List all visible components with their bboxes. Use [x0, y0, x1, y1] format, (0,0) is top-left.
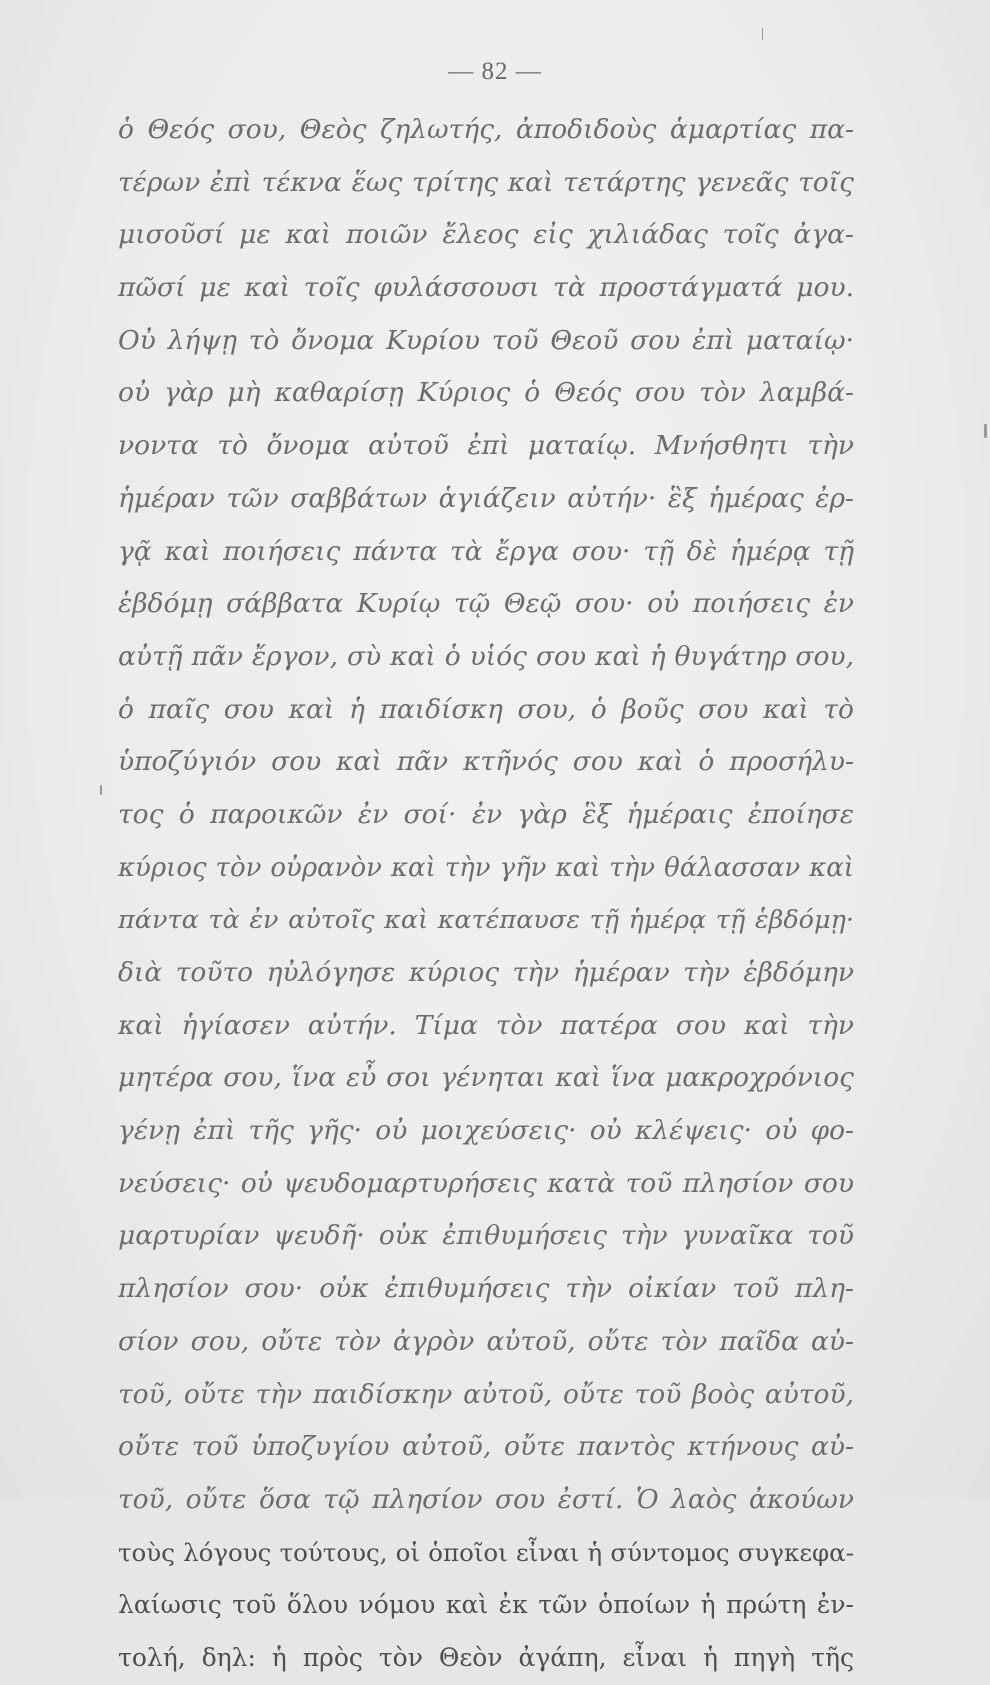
text-line: λαίωσις τοῦ ὅλου νόμου καὶ ἐκ τῶν ὁποίων ἡ πρώτη ἐν-: [118, 1590, 854, 1620]
text-line: μαρτυρίαν ψευδῆ· οὐκ ἐπιθυμήσεις τὴν γυναῖκα τοῦ: [118, 1220, 854, 1252]
text-line: μισοῦσί με καὶ ποιῶν ἔλεος εἰς χιλιάδας τοῖς ἀγα-: [118, 219, 854, 251]
text-line: νεύσεις· οὐ ψευδομαρτυρήσεις κατὰ τοῦ πλησίον σου: [118, 1167, 854, 1199]
page-number: — 82 —: [448, 58, 542, 85]
text-line: ὑποζύγιόν σου καὶ πᾶν κτῆνός σου καὶ ὁ προσήλυ-: [118, 746, 854, 778]
text-line: ὁ παῖς σου καὶ ἡ παιδίσκη σου, ὁ βοῦς σου καὶ τὸ: [118, 693, 854, 725]
scan-speck: [100, 785, 102, 795]
text-line: τέρων ἐπὶ τέκνα ἕως τρίτης καὶ τετάρτης γενεᾶς τοῖς: [118, 166, 854, 198]
text-line: πάντα τὰ ἐν αὐτοῖς καὶ κατέπαυσε τῇ ἡμέρᾳ τῇ ἑβδόμῃ·: [118, 905, 854, 936]
text-line: αὐτῇ πᾶν ἔργον, σὺ καὶ ὁ υἱός σου καὶ ἡ θυγάτηρ σου,: [118, 640, 854, 672]
text-line: Οὐ λήψῃ τὸ ὄνομα Κυρίου τοῦ Θεοῦ σου ἐπὶ ματαίῳ·: [118, 324, 854, 356]
body-text: [118, 104, 854, 1685]
text-line: τος ὁ παροικῶν ἐν σοί· ἐν γὰρ ἓξ ἡμέραις ἐποίησε: [118, 798, 854, 830]
text-line: μητέρα σου, ἵνα εὖ σοι γένηται καὶ ἵνα μακροχρόνιος: [118, 1062, 854, 1094]
text-line: γένῃ ἐπὶ τῆς γῆς· οὐ μοιχεύσεις· οὐ κλέψεις· οὐ φο-: [118, 1115, 854, 1147]
text-line: πῶσί με καὶ τοῖς φυλάσσουσι τὰ προστάγματά μου.: [118, 272, 854, 304]
text-line: τολή, δηλ: ἡ πρὸς τὸν Θεὸν ἀγάπη, εἶναι ἡ πηγὴ τῆς: [118, 1642, 854, 1672]
text-line: διὰ τοῦτο ηὐλόγησε κύριος τὴν ἡμέραν τὴν ἑβδόμην: [118, 957, 854, 988]
scan-speck: [984, 424, 987, 438]
text-line: τοὺς λόγους τούτους, οἱ ὁποῖοι εἶναι ἡ σύντομος συγκεφα-: [118, 1537, 854, 1567]
text-line: νοντα τὸ ὄνομα αὐτοῦ ἐπὶ ματαίῳ. Μνήσθητι τὴν: [118, 430, 854, 462]
text-line: ὁ Θεός σου, Θεὸς ζηλωτής, ἀποδιδοὺς ἁμαρτίας πα-: [118, 114, 854, 145]
scan-speck: [762, 28, 763, 40]
text-line: κύριος τὸν οὐρανὸν καὶ τὴν γῆν καὶ τὴν θάλασσαν καὶ: [118, 852, 854, 883]
text-line: οὐ γὰρ μὴ καθαρίσῃ Κύριος ὁ Θεός σου τὸν λαμβά-: [118, 377, 854, 409]
text-line: πλησίον σου· οὐκ ἐπιθυμήσεις τὴν οἰκίαν τοῦ πλη-: [118, 1273, 854, 1305]
text-line: τοῦ, οὔτε τὴν παιδίσκην αὐτοῦ, οὔτε τοῦ βοὸς αὐτοῦ,: [118, 1378, 854, 1410]
text-line: οὔτε τοῦ ὑποζυγίου αὐτοῦ, οὔτε παντὸς κτήνους αὐ-: [118, 1431, 854, 1463]
text-line: γᾷ καὶ ποιήσεις πάντα τὰ ἔργα σου· τῇ δὲ ἡμέρᾳ τῇ: [118, 535, 854, 567]
text-line: σίον σου, οὔτε τὸν ἀγρὸν αὐτοῦ, οὔτε τὸν παῖδα αὐ-: [118, 1325, 854, 1357]
text-line: καὶ ἡγίασεν αὐτήν. Τίμα τὸν πατέρα σου καὶ τὴν: [118, 1009, 854, 1041]
text-line: ἡμέραν τῶν σαββάτων ἁγιάζειν αὐτήν· ἓξ ἡμέρας ἐρ-: [118, 482, 854, 514]
text-line: ἑβδόμῃ σάββατα Κυρίῳ τῷ Θεῷ σου· οὐ ποιήσεις ἐν: [118, 588, 854, 620]
text-line: τοῦ, οὔτε ὅσα τῷ πλησίον σου ἐστί. Ὁ λαὸς ἀκούων: [118, 1483, 854, 1515]
